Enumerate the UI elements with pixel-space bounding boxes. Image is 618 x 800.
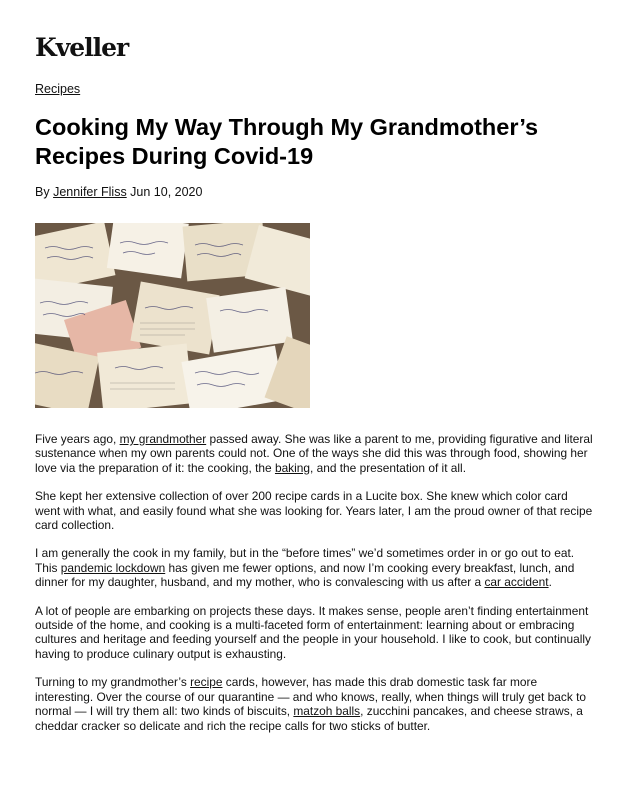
article-title: Cooking My Way Through My Grandmother’s Recipes During Covid-19 [35,114,539,169]
text: Five years ago, [35,432,120,446]
text: . [548,575,552,590]
text: , and the presentation of it all. [310,460,467,475]
text: cards, however, has made this drab domestic task far more interesting. Over the course of our quarantine — and who knows, really, when things will truly get back to normal — I will try them all: two kinds of biscuits, [35,675,586,719]
hero-image [35,223,310,408]
byline [35,185,202,199]
link-pandemic-lockdown[interactable]: pandemic lockdown [60,560,166,575]
paragraph-1 [35,432,595,475]
paragraph-2: She kept her extensive collection of over 200 recipe cards in a Lucite box. She knew which color card went with what, and easily found what she was looking for. Years later, I am the proud owner of that recipe card collection. [35,489,593,533]
kveller-logo[interactable]: Kveller [35,33,129,62]
paragraph-3 [35,546,595,589]
byline-prefix: By [35,185,54,199]
text: , zucchini pancakes, and cheese straws, a cheddar cracker so delicate and rich the recipe calls for two sticks of butter. [35,704,583,733]
publish-date: Jun 10, 2020 [126,185,203,199]
link-baking[interactable]: baking [274,460,310,475]
link-recipe[interactable]: recipe [190,675,223,690]
link-matzoh-balls[interactable]: matzoh balls [293,704,361,719]
recipe-cards-illustration [35,223,310,408]
article-body [35,432,595,747]
breadcrumb-recipes[interactable]: Recipes [35,82,81,96]
link-car-accident[interactable]: car accident [484,575,549,590]
link-my-grandmother[interactable]: my grandmother [119,432,207,446]
text: Turning to my grandmother’s [35,675,191,690]
text: has given me fewer options, and now I’m cooking every breakfast, lunch, and dinner for my daughter, husband, and my mother, who is convalescing with us after a [35,560,575,590]
paragraph-4: A lot of people are embarking on projects these days. It makes sense, people aren’t finding entertainment outside of the home, and cooking is a multi-faceted form of entertainment: learning about or embracing cultures and heritage and feeding yourself and the people in your household. I like to cook, but continually having to produce culinary output is exhausting. [35,603,591,661]
paragraph-5 [35,675,595,733]
author-link[interactable]: Jennifer Fliss [53,185,127,199]
text: passed away. She was like a parent to me, providing figurative and literal sustenance when my own parents could not. One of the ways she did this was through food, showing her love via the preparation of it: the cooking, the [35,432,593,475]
text: I am generally the cook in my family, but in the “before times” we’d sometimes order in or go out to eat. This [35,546,575,575]
